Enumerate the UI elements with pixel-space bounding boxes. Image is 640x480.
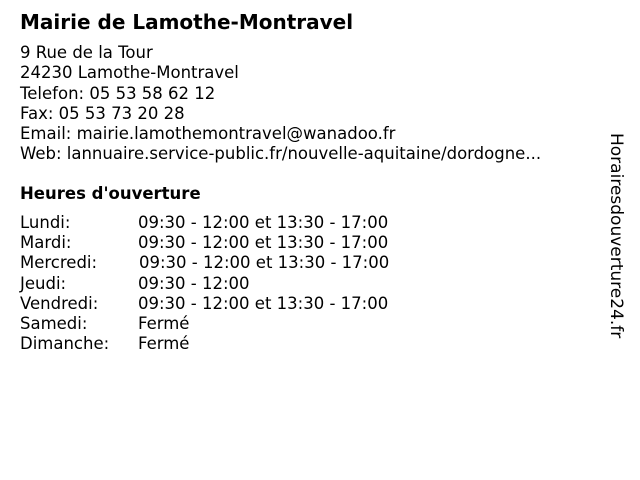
page-title: Mairie de Lamothe-Montravel — [20, 10, 354, 34]
email-address: Email: mairie.lamothemontravel@wanadoo.fr — [20, 124, 396, 144]
day-hours: 09:30 - 12:00 — [138, 273, 250, 293]
day-label: Vendredi: — [20, 293, 99, 313]
day-label: Lundi: — [20, 213, 71, 232]
day-hours: 09:30 - 12:00 et 13:30 - 17:00 — [138, 293, 389, 313]
site-watermark: Horairesdouverture24.fr — [606, 133, 626, 339]
website-url: Web: lannuaire.service-public.fr/nouvelle-aquitaine/dordogne... — [20, 144, 542, 164]
day-hours: Fermé — [138, 313, 190, 333]
day-label: Mercredi: — [20, 253, 98, 273]
day-hours: 09:30 - 12:00 et 13:30 - 17:00 — [139, 253, 390, 273]
contact-block — [20, 43, 541, 165]
phone-number: Telefon: 05 53 58 62 12 — [20, 83, 216, 103]
day-label: Dimanche: — [20, 334, 110, 354]
day-label: Jeudi: — [20, 273, 67, 293]
address-street: 9 Rue de la Tour — [20, 43, 153, 62]
day-label: Mardi: — [20, 233, 72, 253]
day-hours: Fermé — [138, 334, 190, 354]
address-city: 24230 Lamothe-Montravel — [20, 63, 239, 83]
day-label: Samedi: — [20, 313, 88, 333]
opening-hours-heading: Heures d'ouverture — [20, 184, 201, 203]
day-hours: 09:30 - 12:00 et 13:30 - 17:00 — [138, 233, 389, 253]
fax-number: Fax: 05 53 73 20 28 — [20, 103, 185, 123]
day-hours: 09:30 - 12:00 et 13:30 - 17:00 — [138, 213, 389, 232]
